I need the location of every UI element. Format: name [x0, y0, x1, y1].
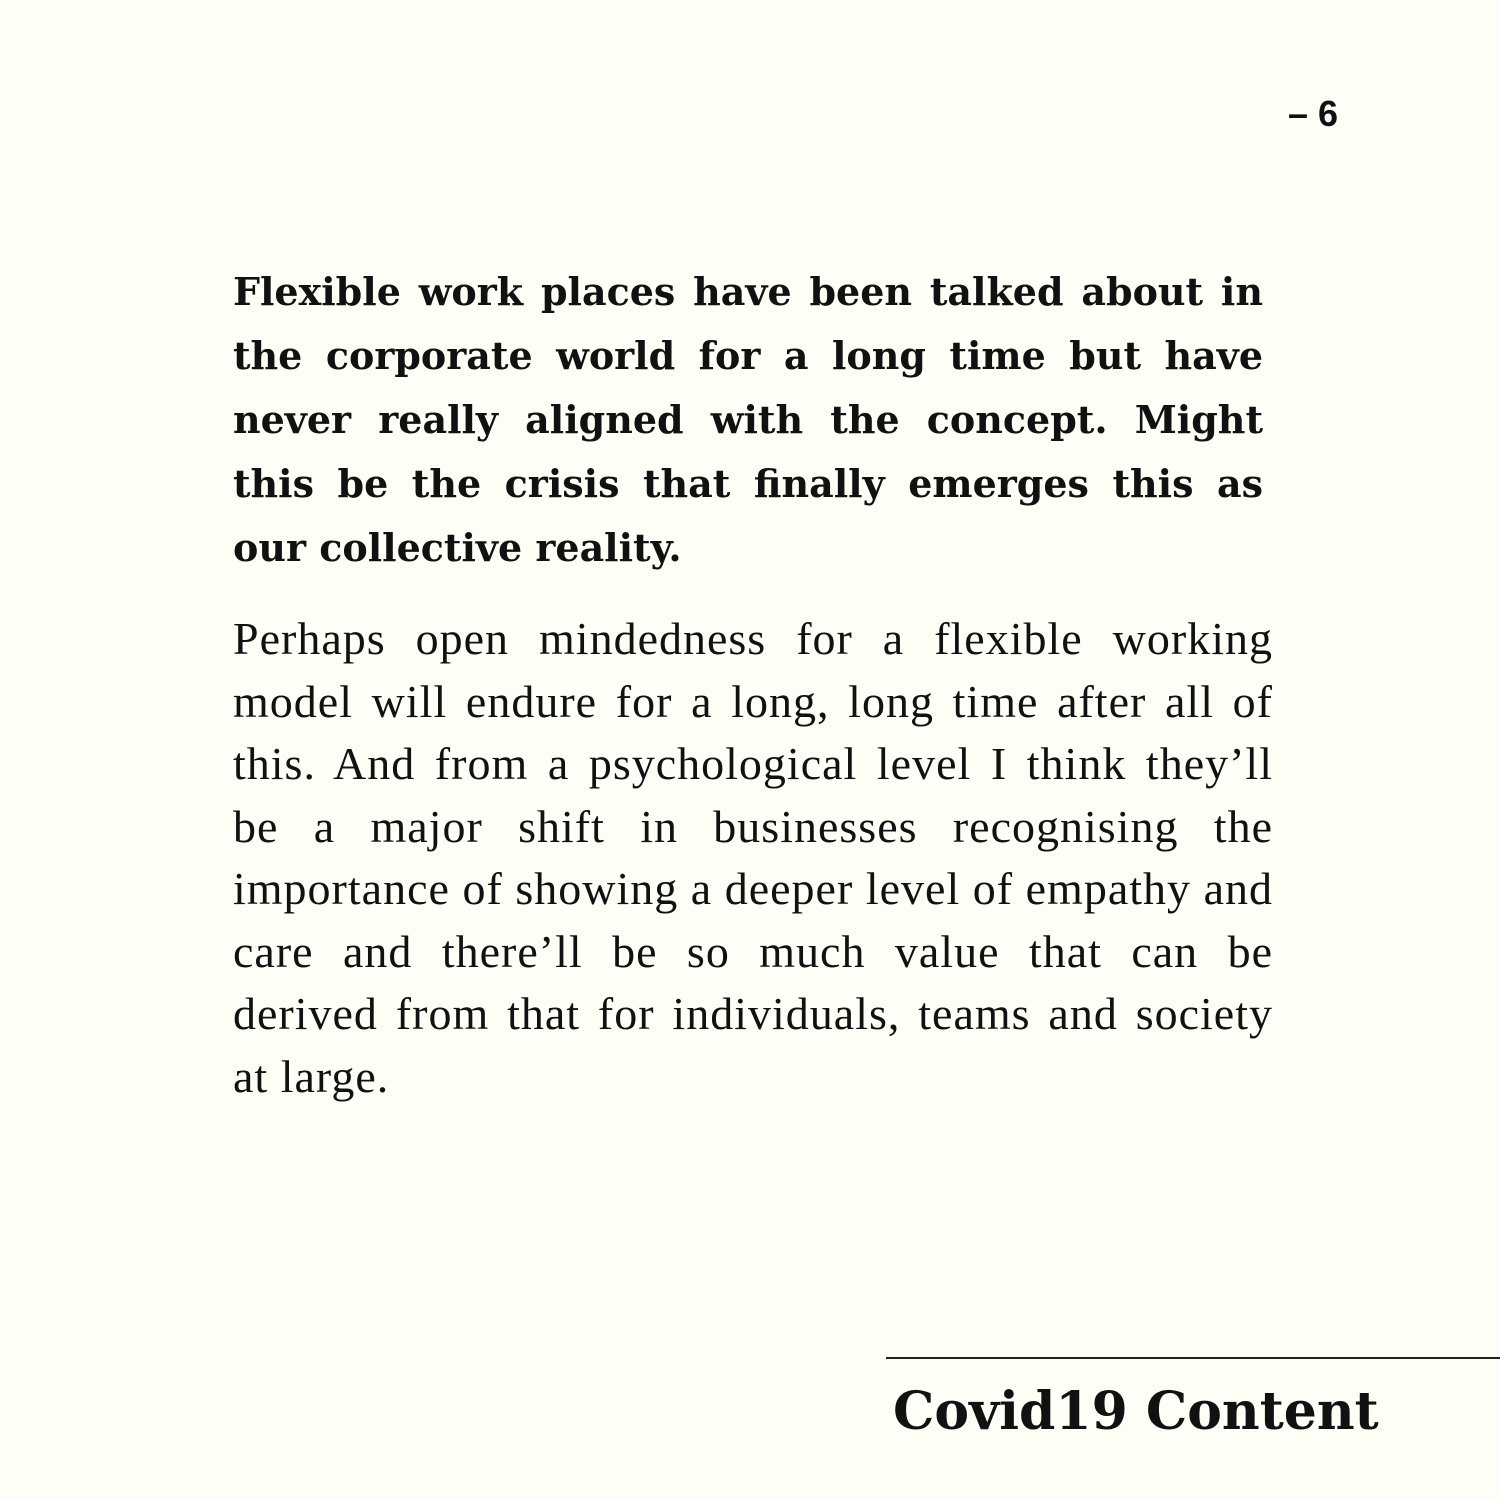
article-content [233, 260, 1273, 1108]
footer-divider [886, 1357, 1500, 1359]
page-number: – 6 [1287, 93, 1338, 134]
body-paragraph: Perhaps open mindedness for a flexible working model will endure for a long, long time after all of this. And from a psychological level I think they’ll be a major shift in businesses recognising the importance of showing a deeper level of empathy and care and there’ll be so much value that can be derived from that for individuals, teams and society at large. [233, 613, 1273, 1102]
footer-title: Covid19 Content [893, 1381, 1379, 1442]
lead-paragraph: Flexible work places have been talked about in the corporate world for a long time but have never really aligned with the concept. Might this be the crisis that finally emerges this as our collective reality. [233, 269, 1263, 570]
